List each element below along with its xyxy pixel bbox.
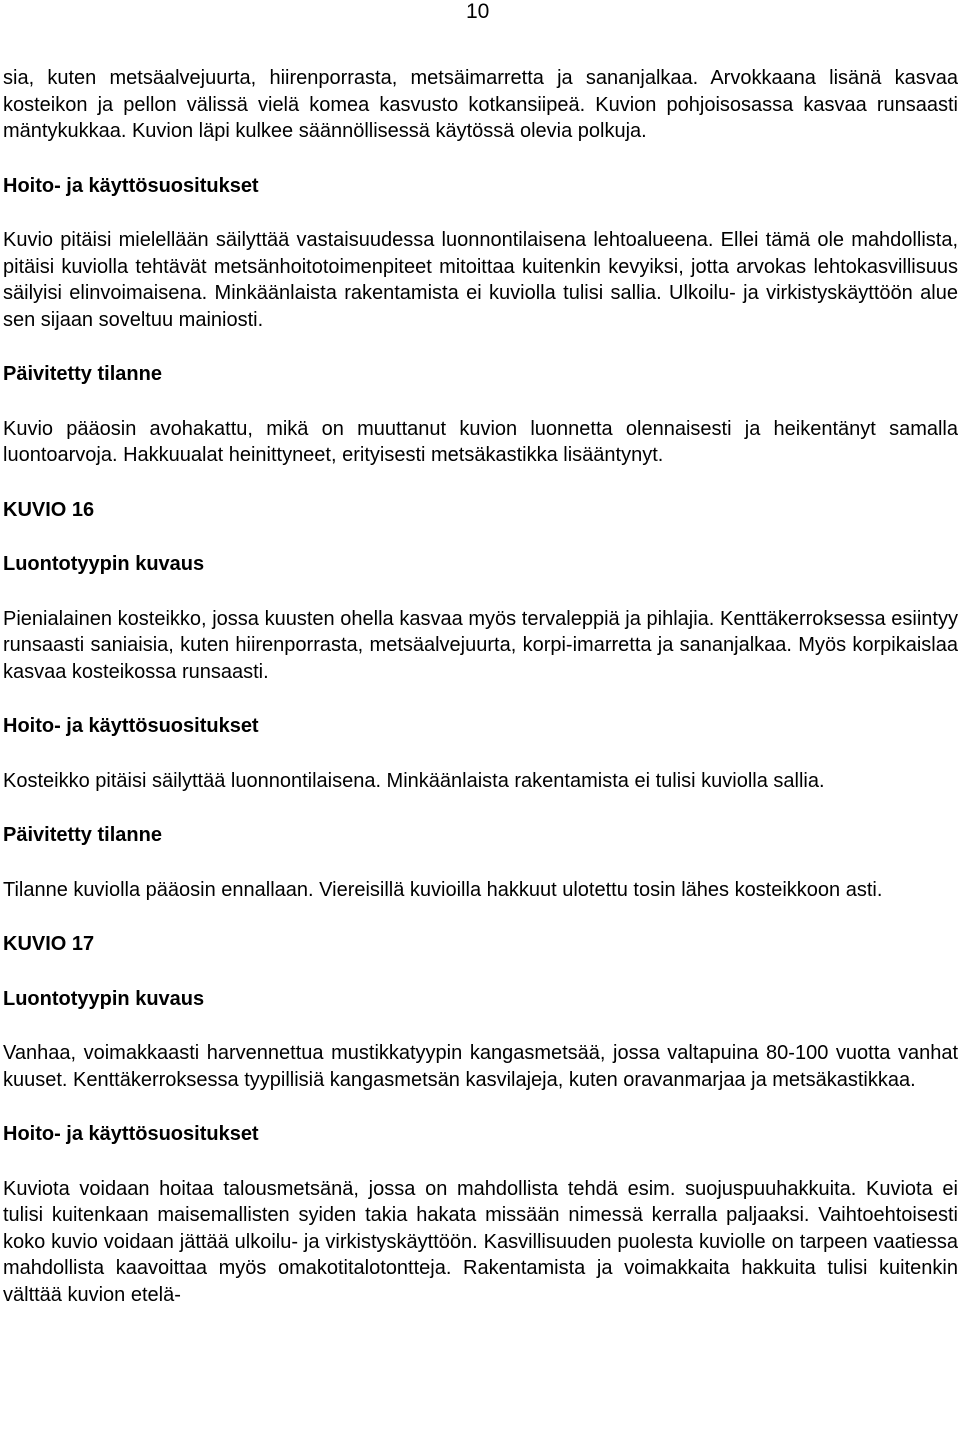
section-heading: Päivitetty tilanne bbox=[3, 824, 162, 846]
paragraph: Kuviota voidaan hoitaa talousmetsänä, jossa on mahdollista tehdä esim. suojuspuuhakkuita. Kuviota ei tulisi kuitenkaan maisemallisten syiden takia hakata missään nimessä kerralla paljaaksi. Vaihtoehtoisesti koko kuvio voidaan jättää ulkoilu- ja virkistyskäyttöön. Kasvillisuuden puolesta kuviolle on tarpeen vaatiessa mahdollista kaavoittaa myös omakotitalotontteja. Rakentamista ja voimakkaita hakkuita tulisi kuitenkin välttää kuvion etelä- bbox=[3, 1177, 958, 1306]
document-body bbox=[3, 65, 958, 1308]
paragraph-continuation: sia, kuten metsäalvejuurta, hiirenporrasta, metsäimarretta ja sananjalkaa. Arvokkaana lisänä kasvaa kosteikon ja pellon välissä vielä komea kasvusto kotkansiipeä. Kuvion pohjoisosassa kasvaa runsaasti mäntykukkaa. Kuvion läpi kulkee säännöllisessä käytössä olevia polkuja. bbox=[3, 67, 958, 142]
section-heading: Hoito- ja käyttösuositukset bbox=[3, 174, 259, 197]
section-heading: Luontotyypin kuvaus bbox=[3, 553, 205, 575]
kuvio-heading: KUVIO 17 bbox=[3, 933, 95, 955]
section-heading: Hoito- ja käyttösuositukset bbox=[3, 1123, 259, 1145]
section-heading: Luontotyypin kuvaus bbox=[3, 987, 205, 1010]
page-number: 10 bbox=[466, 0, 490, 23]
paragraph: Tilanne kuviolla pääosin ennallaan. Viereisillä kuvioilla hakkuut ulotettu tosin lähes kosteikkoon asti. bbox=[3, 878, 883, 901]
paragraph: Kuvio pitäisi mielellään säilyttää vastaisuudessa luonnontilaisena lehtoalueena. Ellei tämä ole mahdollista, pitäisi kuviolla tehtävät metsänhoitotoimenpiteet mitoittaa kuitenkin kevyiksi, jotta arvokas lehtokasvillisuus säilyisi elinvoimaisena. Minkäänlaista rakentamista ei kuviolla tulisi sallia. Ulkoilu- ja virkistyskäyttöön alue sen sijaan soveltuu mainiosti. bbox=[3, 229, 958, 331]
paragraph: Vanhaa, voimakkaasti harvennettua mustikkatyypin kangasmetsää, jossa valtapuina 80-100 vuotta vanhat kuuset. Kenttäkerroksessa tyypillisiä kangasmetsän kasvilajeja, kuten oravanmarjaa ja metsäkastikkaa. bbox=[3, 1042, 958, 1091]
kuvio-heading: KUVIO 16 bbox=[3, 498, 95, 521]
paragraph: Kosteikko pitäisi säilyttää luonnontilaisena. Minkäänlaista rakentamista ei tulisi kuviolla sallia. bbox=[3, 769, 825, 792]
section-heading: Hoito- ja käyttösuositukset bbox=[3, 715, 259, 737]
paragraph: Kuvio pääosin avohakattu, mikä on muuttanut kuvion luonnetta olennaisesti ja heikentänyt samalla luontoarvoja. Hakkuualat heinittyneet, erityisesti metsäkastikka lisääntynyt. bbox=[3, 417, 958, 466]
paragraph: Pienialainen kosteikko, jossa kuusten ohella kasvaa myös tervaleppiä ja pihlajia. Kenttäkerroksessa esiintyy runsaasti saniaisia, kuten hiirenporrasta, metsäalvejuurta, korpi-imarretta ja sananjalkaa. Myös korpikaislaa kasvaa kosteikossa runsaasti. bbox=[3, 607, 958, 683]
section-heading: Päivitetty tilanne bbox=[3, 363, 162, 385]
